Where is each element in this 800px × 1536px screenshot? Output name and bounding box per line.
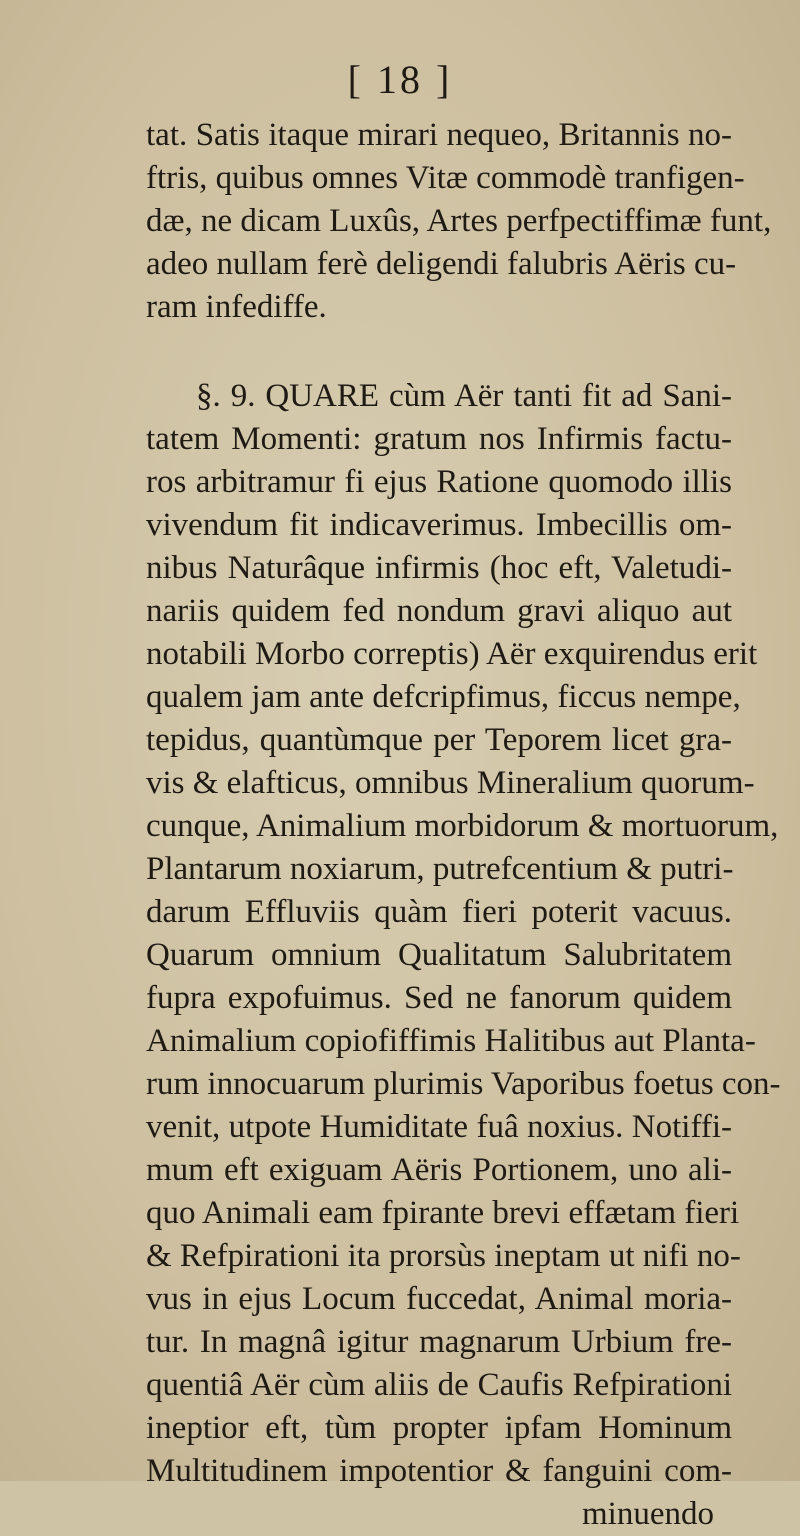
catchword: minuendo [582,1496,714,1532]
text-line: §. 9. QUARE cùm Aër tanti fit ad Sani- [196,378,732,414]
text-line: Multitudinem impotentior & fanguini com- [146,1453,732,1489]
page-number: [ 18 ] [347,57,453,102]
text-line: venit, utpote Humiditate fuâ noxius. Notiffi- [146,1109,732,1145]
text-line: nariis quidem fed nondum gravi aliquo aut [146,593,732,629]
text-line: Animalium copiofiffimis Halitibus aut Planta- [146,1023,756,1059]
text-line: dæ, ne dicam Luxûs, Artes perfpectiffimæ funt, [146,203,772,239]
text-line: ram infediffe. [146,289,327,325]
text-line: rum innocuarum plurimis Vaporibus foetus con- [146,1066,781,1102]
paragraph-1 [146,114,772,329]
text-line: Quarum omnium Qualitatum Salubritatem [146,937,732,973]
text-line: darum Effluviis quàm fieri poterit vacuus. [146,894,732,930]
text-line: nibus Naturâque infirmis (hoc eft, Valetudi- [146,550,732,586]
text-line: quentiâ Aër cùm aliis de Caufis Refpirationi [146,1367,732,1403]
text-line: vis & elafticus, omnibus Mineralium quorum- [146,765,755,801]
text-line: vivendum fit indicaverimus. Imbecillis om- [146,507,732,543]
text-line: cunque, Animalium morbidorum & mortuorum, [146,808,779,844]
text-line: mum eft exiguam Aëris Portionem, uno ali- [146,1152,732,1188]
text-body [146,114,781,1536]
text-line: quo Animali eam fpirante brevi effætam fieri [146,1195,740,1231]
text-line: tatem Momenti: gratum nos Infirmis factu- [146,421,732,457]
text-line: ineptior eft, tùm propter ipfam Hominum [146,1410,732,1446]
text-line: vus in ejus Locum fuccedat, Animal moria- [146,1281,732,1317]
text-line: ftris, quibus omnes Vitæ commodè tranfigen- [146,160,745,196]
paragraph-2 [146,375,781,1493]
text-line: Plantarum noxiarum, putrefcentium & putri- [146,851,734,887]
paragraph-gap [146,329,732,375]
text-line: notabili Morbo correptis) Aër exquirendus erit [146,636,758,672]
text-line: tat. Satis itaque mirari nequeo, Britannis no- [146,117,732,153]
text-line: adeo nullam ferè deligendi falubris Aëris cu- [146,246,737,282]
text-line: tepidus, quantùmque per Teporem licet gra- [146,722,732,758]
text-line: qualem jam ante defcripfimus, ficcus nempe, [146,679,741,715]
text-line: fupra expofuimus. Sed ne fanorum quidem [146,980,732,1016]
text-line: ros arbitramur fi ejus Ratione quomodo illis [146,464,732,500]
text-line: & Refpirationi ita prorsùs ineptam ut nifi no- [146,1238,741,1274]
text-line: tur. In magnâ igitur magnarum Urbium fre- [146,1324,732,1360]
